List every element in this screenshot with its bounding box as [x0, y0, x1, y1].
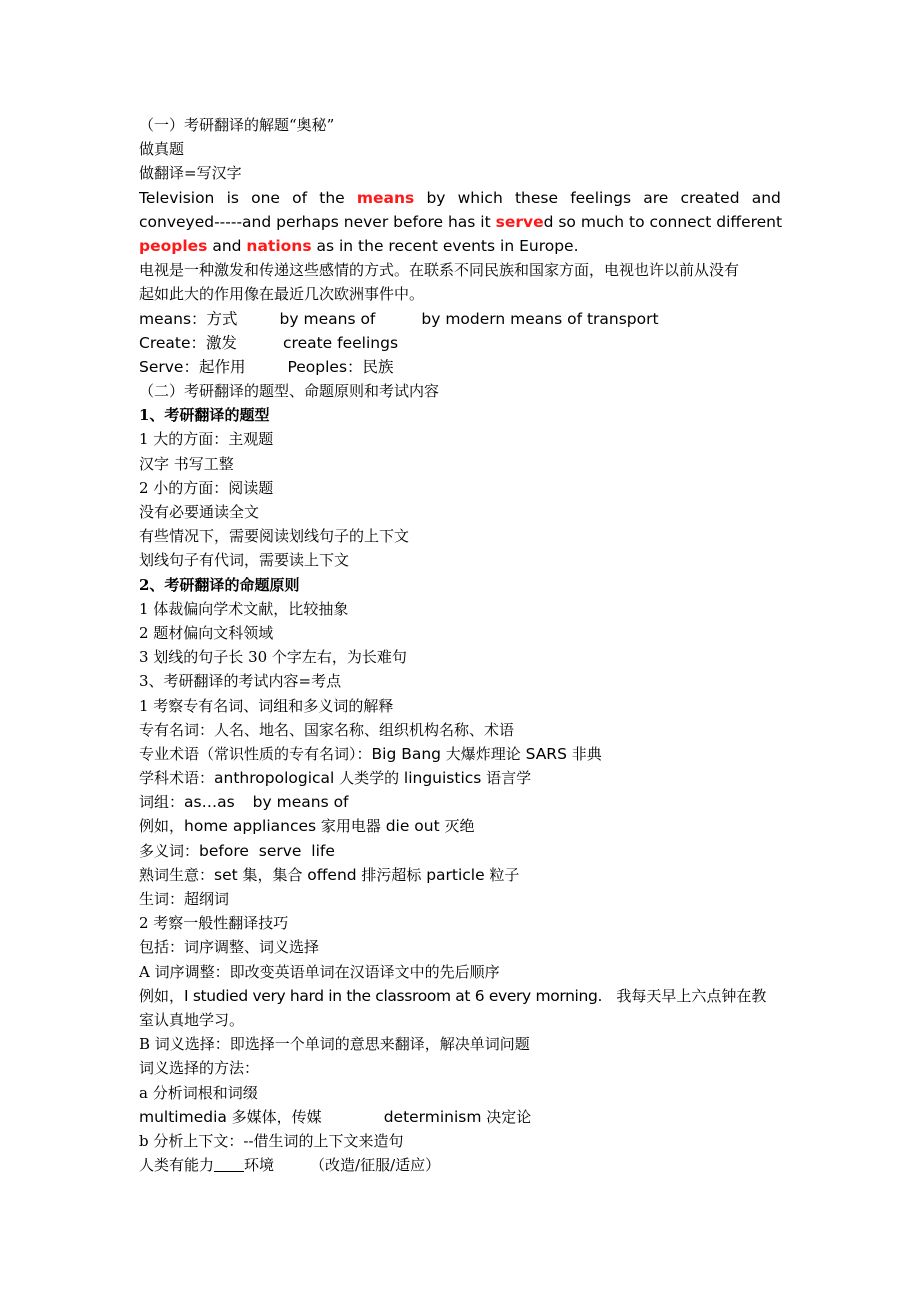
text-run: 大爆炸理论 [441, 744, 526, 763]
vocab-phrase: by modern means of transport [421, 309, 659, 328]
word: feelings [570, 188, 632, 207]
translation-line2: 起如此大的作用像在最近几次欧洲事件中。 [139, 285, 425, 304]
text-run: 词组： [139, 793, 185, 812]
term: home appliances [184, 817, 317, 836]
text-run: 语言学 [481, 769, 532, 788]
text-line: 3 划线的句子长 30 个字左右，为长难句 [139, 648, 407, 667]
highlight-nations: nations [246, 236, 312, 255]
term: multimedia [139, 1107, 227, 1126]
text-run: 学科术语： [139, 769, 215, 788]
example-sentence-line1 [139, 186, 781, 210]
term: offend [307, 865, 357, 884]
word: which [457, 188, 503, 207]
word: are [643, 188, 669, 207]
subheading: 3、考研翻译的考试内容=考点 [139, 672, 342, 691]
text-line: 做真题 [139, 140, 185, 159]
text-line: 1 体裁偏向学术文献，比较抽象 [139, 599, 349, 618]
example-sentence-line2 [139, 210, 781, 234]
text-line: b 分析上下文：--借生词的上下文来造句 [139, 1131, 404, 1150]
text-run: 人类学的 [334, 769, 404, 788]
text-line: 2 小的方面：阅读题 [139, 478, 274, 497]
vocab-label: Create：激发 [139, 333, 238, 352]
term: as…as [184, 793, 235, 812]
text-line [139, 766, 781, 790]
text-run: conveyed-----and perhaps never before has it [139, 212, 496, 231]
text-line [139, 814, 781, 838]
text-line: 2 题材偏向文科领域 [139, 623, 274, 642]
text-run: 例如， [139, 817, 185, 836]
word: and [751, 188, 781, 207]
text-run: 专业术语（常识性质的专有名词）： [139, 744, 372, 763]
term: die out [385, 817, 440, 836]
vocab-serve [139, 355, 781, 379]
text-line: A 词序调整：即改变英语单词在汉语译文中的先后顺序 [139, 962, 500, 981]
vocab-create [139, 331, 781, 355]
subheading: 2、考研翻译的命题原则 [139, 575, 300, 594]
text-run: 家用电器 [316, 817, 386, 836]
highlight-means: means [356, 188, 415, 207]
highlight-serve: serve [495, 212, 544, 231]
word: one [251, 188, 280, 207]
text-run: 人类有能力 [139, 1156, 215, 1175]
word: of [292, 188, 308, 207]
term: Big Bang [371, 744, 442, 763]
text-line [139, 863, 781, 887]
word: by [426, 188, 446, 207]
text-run: 例如， [139, 986, 185, 1005]
text-line [139, 1105, 781, 1129]
text-run: 灭绝 [439, 817, 475, 836]
term: linguistics [403, 769, 482, 788]
vocab-label: Peoples：民族 [287, 357, 394, 376]
text-line [139, 839, 781, 863]
text-line: 词义选择的方法： [139, 1059, 260, 1078]
text-run: and [207, 236, 247, 255]
vocab-label: Serve：起作用 [139, 357, 246, 376]
word: is [226, 188, 239, 207]
term: before serve life [199, 841, 335, 860]
text-run: 非典 [566, 744, 602, 763]
subheading: 1、考研翻译的题型 [139, 406, 270, 425]
vocab-label: means：方式 [139, 309, 238, 328]
fill-blank [214, 1156, 244, 1172]
example-sentence-line3 [139, 234, 781, 258]
highlight-peoples: peoples [139, 236, 208, 255]
document-body [139, 113, 781, 1177]
word: created [680, 188, 740, 207]
text-line: 有些情况下，需要阅读划线句子的上下文 [139, 527, 410, 546]
vocab-means [139, 307, 781, 331]
section1-heading: （一）考研翻译的解题“奥秘” [139, 116, 335, 134]
text-line: a 分析词根和词缀 [139, 1083, 258, 1102]
text-run: 多媒体，传媒 [226, 1107, 322, 1126]
example-sentence: I studied very hard in the classroom at 6 every morning. [184, 986, 603, 1005]
text-line: 没有必要通读全文 [139, 503, 260, 521]
text-line: 专有名词：人名、地名、国家名称、组织机构名称、术语 [139, 720, 515, 739]
text-line: 包括：词序调整、词义选择 [139, 938, 320, 957]
translation-line1: 电视是一种激发和传递这些感情的方式。在联系不同民族和国家方面，电视也许以前从没有 [139, 261, 740, 280]
word: the [319, 188, 345, 207]
text-line [139, 984, 781, 1008]
text-line: 2 考察一般性翻译技巧 [139, 914, 289, 933]
term: determinism [383, 1107, 482, 1126]
text-line: 做翻译=写汉字 [139, 164, 242, 183]
text-line: 1 大的方面：主观题 [139, 430, 274, 449]
text-line [139, 742, 781, 766]
text-line [139, 1153, 781, 1177]
term: anthropological [214, 769, 335, 788]
text-line: 汉字 书写工整 [139, 454, 234, 473]
vocab-phrase: create feelings [283, 333, 399, 352]
text-run: d so much to connect different [543, 212, 783, 231]
text-run: 排污超标 [356, 865, 427, 884]
text-run: 环境 [244, 1156, 275, 1175]
term: SARS [525, 744, 567, 763]
text-run: 决定论 [481, 1107, 532, 1126]
text-line: 1 考察专有名词、词组和多义词的解释 [139, 696, 394, 715]
text-run: as in the recent events in Europe. [311, 236, 579, 255]
term: set [214, 865, 238, 884]
text-line: 生词：超纲词 [139, 890, 230, 908]
options-text: （改造/征服/适应） [310, 1156, 441, 1175]
section2-heading: （二）考研翻译的题型、命题原则和考试内容 [139, 382, 440, 401]
term: by means of [252, 793, 349, 812]
text-line: B 词义选择：即选择一个单词的意思来翻译，解决单词问题 [139, 1035, 530, 1054]
text-run: 集，集合 [237, 865, 308, 884]
term: particle [426, 865, 485, 884]
text-run: 熟词生意： [139, 865, 215, 884]
vocab-phrase: by means of [279, 309, 376, 328]
word: these [514, 188, 559, 207]
text-line: 室认真地学习。 [139, 1010, 245, 1029]
word: Television [139, 188, 215, 207]
text-run: 粒子 [484, 865, 520, 884]
text-line: 划线句子有代词，需要读上下文 [139, 551, 350, 570]
text-run: 多义词： [139, 841, 200, 860]
text-line [139, 790, 781, 814]
text-run: 我每天早上六点钟在教 [602, 986, 767, 1005]
